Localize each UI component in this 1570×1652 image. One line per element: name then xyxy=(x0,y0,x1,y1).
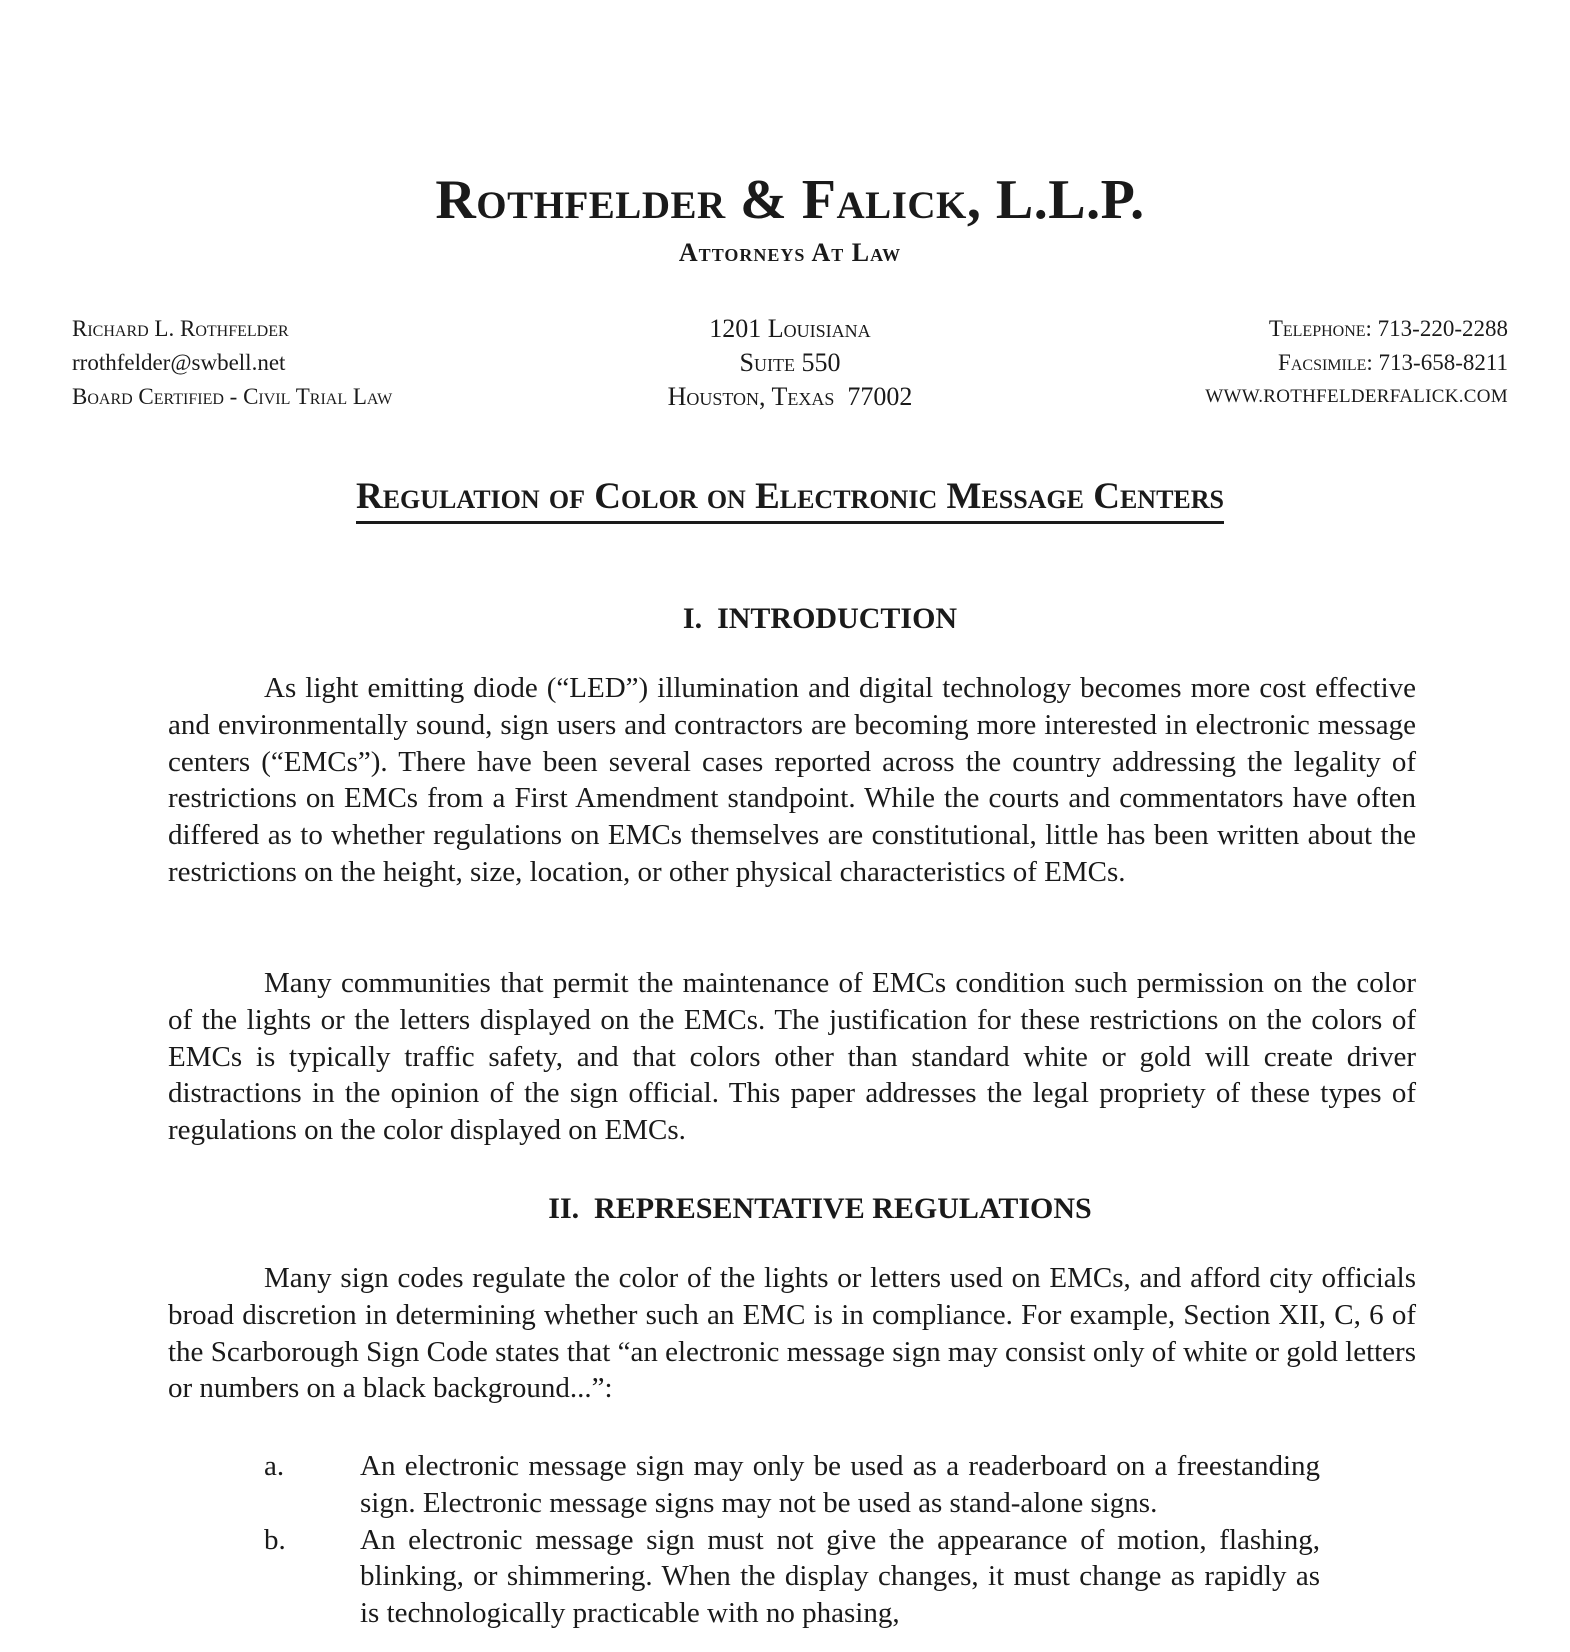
firm-tagline: Attorneys At Law xyxy=(678,238,902,267)
section-heading-introduction: I. INTRODUCTION xyxy=(682,602,958,635)
document-title-text: Regulation of Color on Electronic Message Centers xyxy=(356,476,1224,524)
paragraph-regulations-1: Many sign codes regulate the color of the lights or letters used on EMCs, and afford city officials broad discretion in determining whether such an EMC is in compliance. For example, Section XII, C, 6 of the Scarborough Sign Code states that “an electronic message sign may consist only of white or gold letters or numbers on a black background...”: xyxy=(168,1262,1416,1405)
list-item-text: An electronic message sign must not give the appearance of motion, flashing, blinking, or shimmering. When the display changes, it must change as rapidly as is technologically practicable with no phasing, xyxy=(360,1523,1320,1630)
paragraph-introduction-1: As light emitting diode (“LED”) illumination and digital technology becomes more cost effective and environmentally sound, sign users and contractors are becoming more interested in electronic message centers (“EMCs”). There have been several cases reported across the country addressing the legality of restrictions on EMCs from a First Amendment standpoint. While the courts and commentators have often differed as to whether regulations on EMCs themselves are constitutional, little has been written about the restrictions on the height, size, location, or other physical characteristics of EMCs. xyxy=(168,672,1416,888)
attorney-email: rrothfelder@swbell.net xyxy=(72,350,286,375)
list-item-marker: a. xyxy=(264,1450,285,1482)
address-city: Houston, Texas 77002 xyxy=(667,382,913,411)
firm-name: Rothfelder & Falick, L.L.P. xyxy=(435,169,1145,231)
attorney-certification: Board Certified - Civil Trial Law xyxy=(72,384,393,409)
section-heading-regulations: II. REPRESENTATIVE REGULATIONS xyxy=(548,1192,1092,1225)
address-suite: Suite 550 xyxy=(739,348,841,377)
list-item-marker: b. xyxy=(264,1523,286,1556)
list-item-text: An electronic message sign may only be used as a readerboard on a freestanding sign. Electronic message signs may not be used as stand-alone signs. xyxy=(360,1450,1320,1519)
telephone-number: Telephone: 713-220-2288 xyxy=(1268,316,1508,341)
address-street: 1201 Louisiana xyxy=(709,314,871,343)
firm-phone-block xyxy=(1205,312,1508,414)
list-item xyxy=(264,1448,1320,1522)
regulation-list xyxy=(264,1448,1320,1632)
attorney-name: Richard L. Rothfelder xyxy=(72,316,289,341)
document-title xyxy=(0,478,1570,515)
facsimile-number: Facsimile: 713-658-8211 xyxy=(1278,350,1508,375)
list-item xyxy=(264,1522,1320,1632)
firm-website: WWW.ROTHFELDERFALICK.COM xyxy=(1205,386,1508,407)
paragraph-introduction-2: Many communities that permit the maintenance of EMCs condition such permission on the color of the lights or the letters displayed on the EMCs. The justification for these restrictions on the colors of EMCs is typically traffic safety, and that colors other than standard white or gold will create driver distractions in the opinion of the sign official. This paper addresses the legal propriety of these types of regulations on the color displayed on EMCs. xyxy=(168,967,1416,1147)
